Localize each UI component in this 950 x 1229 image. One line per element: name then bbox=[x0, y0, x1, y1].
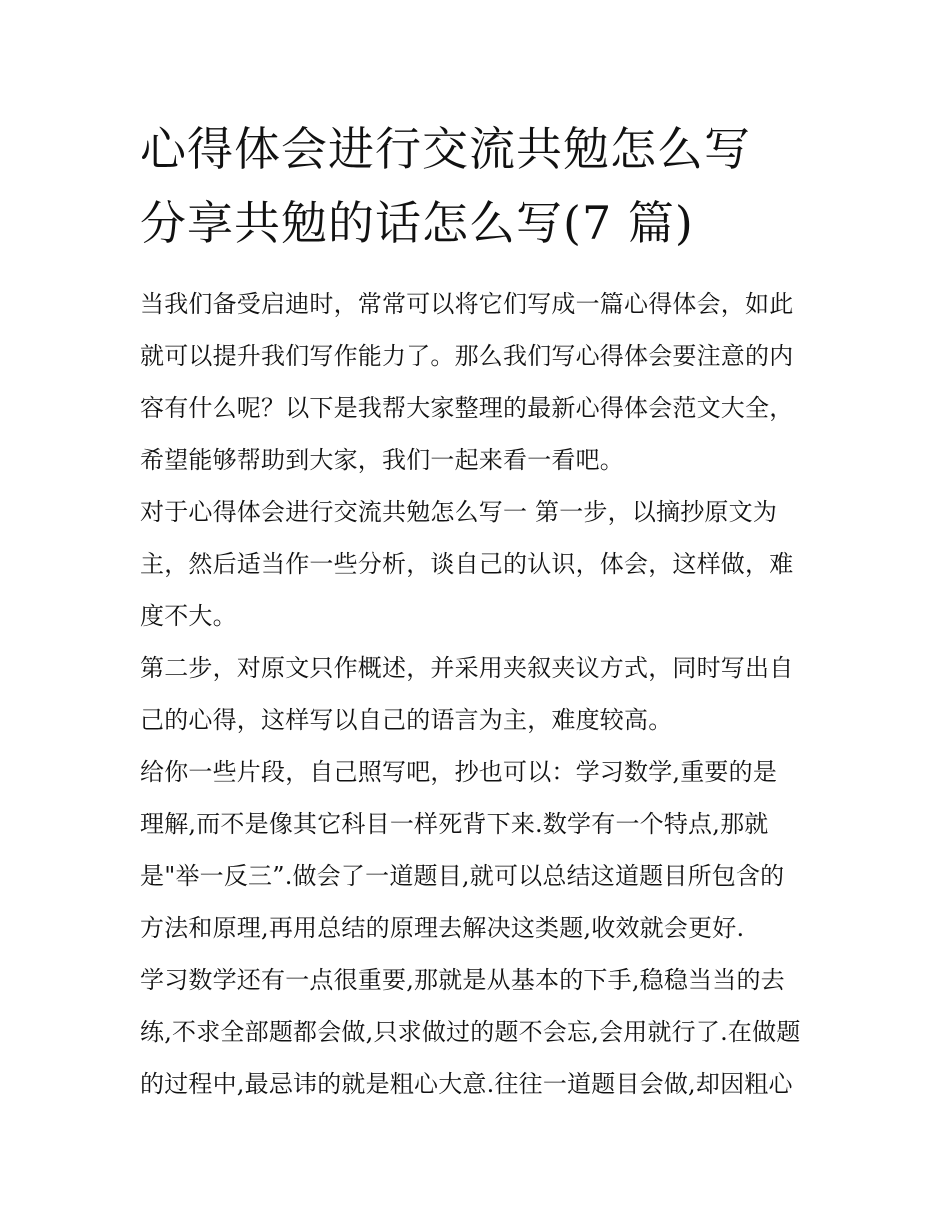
body-line-14: 学习数学还有一点很重要,那就是从基本的下手,稳稳当当的去 bbox=[140, 966, 785, 994]
body-line-8: 第二步，对原文只作概述，并采用夹叙夹议方式，同时写出自 bbox=[140, 654, 794, 682]
body-line-12: 是"举一反三”.做会了一道题目,就可以总结这道题目所包含的 bbox=[140, 862, 785, 890]
body-line-10: 给你一些片段，自己照写吧，抄也可以：学习数学,重要的是 bbox=[140, 758, 778, 786]
body-line-5: 对于心得体会进行交流共勉怎么写一 第一步，以摘抄原文为 bbox=[140, 498, 778, 526]
body-line-3: 容有什么呢？以下是我帮大家整理的最新心得体会范文大全， bbox=[140, 394, 794, 422]
body-line-16: 的过程中,最忌讳的就是粗心大意.往往一道题目会做,却因粗心 bbox=[140, 1070, 793, 1098]
body-line-15: 练,不求全部题都会做,只求做过的题不会忘,会用就行了.在做题 bbox=[140, 1018, 801, 1046]
body-line-6: 主，然后适当作一些分析，谈自己的认识，体会，这样做，难 bbox=[140, 550, 794, 578]
title-line-2: 分享共勉的话怎么写(7 篇) bbox=[140, 196, 694, 250]
body-line-1: 当我们备受启迪时，常常可以将它们写成一篇心得体会，如此 bbox=[140, 290, 794, 318]
body-line-7: 度不大。 bbox=[140, 602, 237, 630]
body-line-9: 己的心得，这样写以自己的语言为主，难度较高。 bbox=[140, 706, 673, 734]
title-line-1: 心得体会进行交流共勉怎么写 bbox=[140, 122, 751, 176]
body-line-13: 方法和原理,再用总结的原理去解决这类题,收效就会更好. bbox=[140, 914, 745, 942]
body-line-11: 理解,而不是像其它科目一样死背下来.数学有一个特点,那就 bbox=[140, 810, 769, 838]
body-line-4: 希望能够帮助到大家，我们一起来看一看吧。 bbox=[140, 446, 624, 474]
document-body bbox=[140, 278, 820, 1110]
body-line-2: 就可以提升我们写作能力了。那么我们写心得体会要注意的内 bbox=[140, 342, 794, 370]
document-title bbox=[140, 112, 830, 260]
